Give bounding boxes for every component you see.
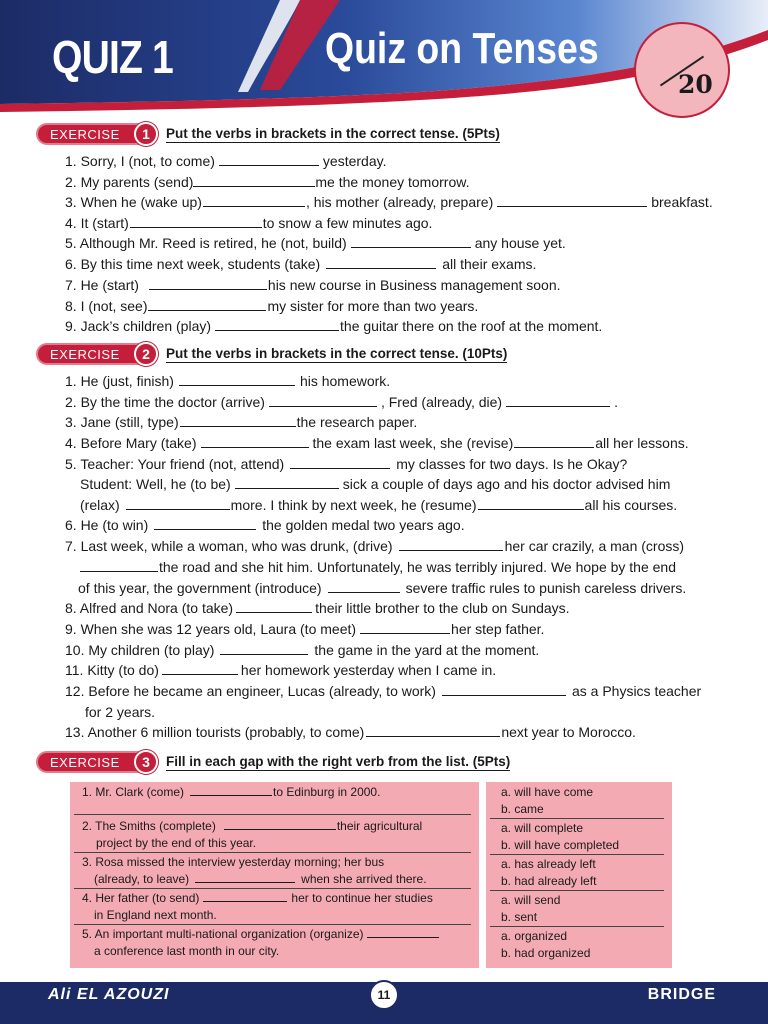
exercise-3-sentence: 5. An important multi-national organization (organize) a conference last month in our city. [70,926,479,960]
exercise-2-item: 10. My children (to play) the game in the yard at the moment. [65,642,540,658]
exercise-1-heading [36,122,500,146]
exercise-badge: EXERCISE 1 [36,123,156,145]
exercise-1-item: 8. I (not, see) my sister for more than two years. [65,298,479,314]
option-b[interactable]: b. sent [501,910,538,924]
option-a[interactable]: a. will have come [501,785,594,799]
answer-blank[interactable] [203,195,305,207]
answer-blank[interactable] [203,892,287,902]
answer-blank[interactable] [514,436,594,448]
answer-blank[interactable] [506,395,610,407]
exercise-2-item: Student: Well, he (to be) sick a couple of days ago and his doctor advised him [80,476,671,492]
answer-blank[interactable] [162,663,238,675]
brand-name: BRIDGE [647,986,716,1003]
exercise-2-item: for 2 years. [85,704,156,720]
score-total: 20 [678,70,713,99]
author-name: Ali EL AZOUZI [48,986,170,1003]
exercise-2-item: the road and she hit him. Unfortunately, he was terribly injured. We hope by the end [80,558,676,576]
exercise-1-item: 2. My parents (send) me the money tomorrow. [65,174,470,190]
answer-blank[interactable] [367,928,439,938]
answer-blank[interactable] [497,195,647,207]
exercise-badge: EXERCISE 3 [36,751,156,773]
answer-blank[interactable] [179,374,295,386]
option-b[interactable]: b. came [501,802,544,816]
page-footer [0,982,768,1024]
answer-blank[interactable] [399,539,503,551]
exercise-2-heading [36,342,507,366]
exercise-2-item: 2. By the time the doctor (arrive) , Fred (already, die) . [65,394,618,410]
exercise-2-item: 9. When she was 12 years old, Laura (to meet) her step father. [65,621,545,637]
exercise-instruction: Put the verbs in brackets in the correct tense. (5Pts) [166,125,500,141]
option-b[interactable]: b. will have completed [501,838,620,852]
exercise-1-item: 1. Sorry, I (not, to come) yesterday. [65,153,387,169]
answer-blank[interactable] [326,257,436,269]
answer-blank[interactable] [235,477,339,489]
exercise-1-item: 9. Jack’s children (play) the guitar there on the roof at the moment. [65,318,603,334]
exercise-2-item: 1. He (just, finish) his homework. [65,373,391,389]
exercise-instruction: Fill in each gap with the right verb from the list. (5Pts) [166,753,511,769]
exercise-1-item: 3. When he (wake up) , his mother (already, prepare) breakfast. [65,194,713,210]
row-divider [74,852,471,853]
row-divider [490,854,664,855]
answer-blank[interactable] [154,518,256,530]
exercise-1-item: 7. He (start) his new course in Business management soon. [65,277,561,293]
exercise-3-sentence: 4. Her father (to send) her to continue her studies in England next month. [82,891,433,922]
option-pair [486,820,672,854]
answer-blank[interactable] [190,786,272,796]
exercise-number: 1 [134,122,158,146]
score-box [634,22,730,118]
row-divider [490,890,664,891]
answer-blank[interactable] [360,622,450,634]
row-divider [74,924,471,925]
exercise-2-item: 8. Alfred and Nora (to take) their little brother to the club on Sundays. [65,600,570,616]
answer-blank[interactable] [149,278,267,290]
option-a[interactable]: a. organized [501,929,568,943]
exercise-3-sentence: 1. Mr. Clark (come) to Edinburg in 2000. [82,785,381,799]
answer-blank[interactable] [236,601,312,613]
exercise-2-item: 5. Teacher: Your friend (not, attend) my classes for two days. Is he Okay? [65,456,628,472]
row-divider [490,818,664,819]
answer-blank[interactable] [220,643,308,655]
row-divider [490,926,664,927]
option-pair [486,892,672,926]
answer-blank[interactable] [126,498,230,510]
option-a[interactable]: a. will send [501,893,561,907]
exercise-3-sentence: 3. Rosa missed the interview yesterday morning; her bus (already, to leave) when she arrived there. [82,855,427,886]
option-b[interactable]: b. had already left [501,874,597,888]
answer-blank[interactable] [328,581,400,593]
exercise-2-item: 6. He (to win) the golden medal two years ago. [65,517,465,533]
answer-blank[interactable] [193,175,315,187]
answer-blank[interactable] [351,236,471,248]
quiz-title: Quiz on Tenses [325,24,599,73]
exercise-3-sentences-panel [70,782,479,968]
answer-blank[interactable] [215,319,339,331]
exercise-2-item: 12. Before he became an engineer, Lucas (already, to work) as a Physics teacher [65,683,702,699]
answer-blank[interactable] [148,299,266,311]
exercise-3-sentence: 2. The Smiths (complete) their agricultural project by the end of this year. [82,819,423,850]
exercise-1-item: 6. By this time next week, students (take) all their exams. [65,256,537,272]
answer-blank[interactable] [201,436,309,448]
exercise-3-heading [36,750,510,774]
answer-blank[interactable] [195,873,295,883]
exercise-instruction: Put the verbs in brackets in the correct tense. (10Pts) [166,345,508,361]
option-a[interactable]: a. has already left [501,857,596,871]
exercise-number: 3 [134,750,158,774]
exercise-2-item: 3. Jane (still, type) the research paper. [65,414,418,430]
answer-blank[interactable] [180,415,296,427]
exercise-badge: EXERCISE 2 [36,343,156,365]
exercise-number: 2 [134,342,158,366]
exercise-2-item: 4. Before Mary (take) the exam last week, she (revise) all her lessons. [65,435,689,451]
option-pair [486,856,672,890]
option-b[interactable]: b. had organized [501,946,591,960]
quiz-number: QUIZ 1 [52,31,173,83]
page-number: 11 [369,980,399,1010]
exercise-2-item: 13. Another 6 million tourists (probably, to come) next year to Morocco. [65,724,636,740]
option-a[interactable]: a. will complete [501,821,584,835]
exercise-1-item: 5. Although Mr. Reed is retired, he (not, build) any house yet. [65,235,566,251]
answer-blank[interactable] [478,498,584,510]
exercise-1-item: 4. It (start) to snow a few minutes ago. [65,215,433,231]
option-pair [486,928,672,962]
answer-blank[interactable] [219,154,319,166]
exercise-2-item: of this year, the government (introduce) severe traffic rules to punish careless drivers. [78,580,687,596]
option-pair [486,784,672,818]
answer-blank[interactable] [130,216,262,228]
answer-blank[interactable] [366,725,500,737]
page-header [0,0,768,125]
answer-blank[interactable] [290,457,390,469]
exercise-2-item: 11. Kitty (to do) her homework yesterday when I came in. [65,662,497,678]
answer-blank[interactable] [80,560,158,572]
answer-blank[interactable] [442,684,566,696]
exercise-2-item: 7. Last week, while a woman, who was drunk, (drive) her car crazily, a man (cross) [65,538,685,554]
answer-blank[interactable] [269,395,377,407]
row-divider [74,888,471,889]
exercise-2-item: (relax) more. I think by next week, he (resume) all his courses. [80,497,678,513]
exercise-3-options-panel [486,782,672,968]
answer-blank[interactable] [224,820,336,830]
row-divider [74,814,471,815]
